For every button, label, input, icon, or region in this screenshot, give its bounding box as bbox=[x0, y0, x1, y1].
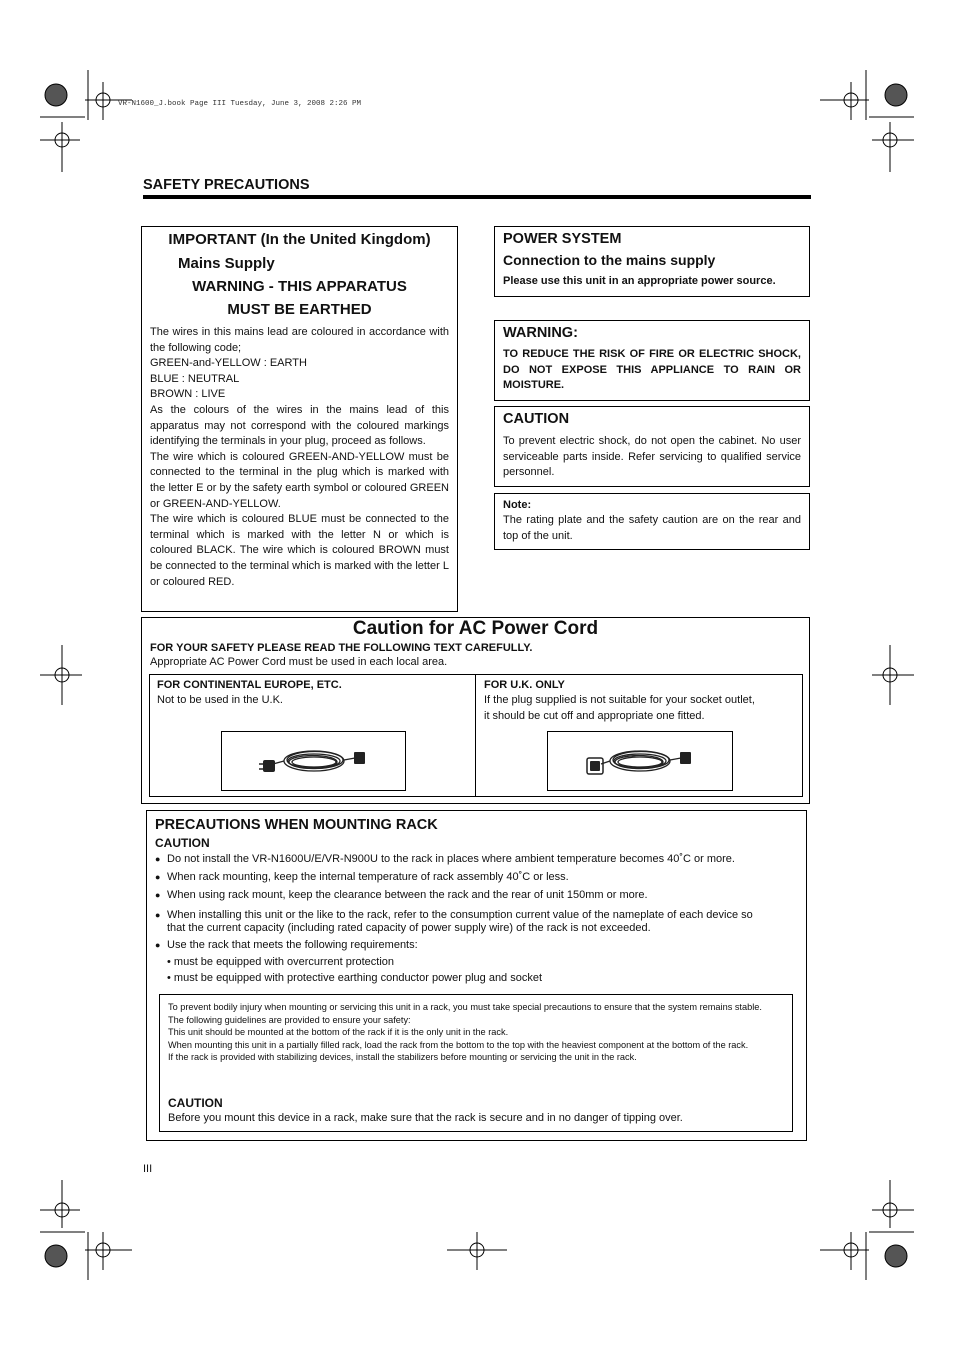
uk-only-text-2: it should be cut off and appropriate one fitted. bbox=[484, 710, 705, 722]
rack-inner-line: This unit should be mounted at the bottom of the rack if it is the only unit in the rack. bbox=[168, 1027, 509, 1037]
rack-bullet: ● When installing this unit or the like to the rack, refer to the consumption current value of the nameplate of each device so that the current capacity (including rated capacity of power supply wire) of the rack is not exceeded. bbox=[155, 909, 753, 934]
caution-box bbox=[494, 406, 810, 487]
caution-text: To prevent electric shock, do not open the cabinet. No user serviceable parts inside. Refer servicing to qualified service personnel. bbox=[503, 435, 801, 479]
uk-plug-icon bbox=[585, 738, 695, 784]
rack-inner-box bbox=[159, 994, 793, 1132]
bullet-dot-icon: ● bbox=[155, 890, 161, 900]
bullet-dot-icon: ● bbox=[155, 940, 161, 950]
power-text: Please use this unit in an appropriate power source. bbox=[503, 275, 776, 287]
warning-box bbox=[494, 320, 810, 401]
europe-plug-image bbox=[221, 731, 406, 791]
rack-inner-line: When mounting this unit in a partially filled rack, load the rack from the bottom to the top with the heaviest component at the bottom of the rack. bbox=[168, 1039, 749, 1050]
note-text: The rating plate and the safety caution are on the rear and top of the unit. bbox=[503, 514, 801, 542]
uk-para-2: As the colours of the wires in the mains lead of this apparatus may not correspond with the coloured markings identifying the terminals in your plug, proceed as follows. bbox=[150, 403, 449, 448]
note-box bbox=[494, 493, 810, 550]
section-rule bbox=[143, 195, 811, 199]
rack-sub-bullet: • must be equipped with overcurrent protection bbox=[167, 956, 395, 968]
bullet-dot-icon: ● bbox=[155, 872, 161, 882]
rack-bullet: ● Use the rack that meets the following requirements: bbox=[155, 939, 418, 951]
power-system-box bbox=[494, 226, 810, 297]
uk-important-box bbox=[141, 226, 458, 612]
rack-inner-line: The following guidelines are provided to ensure your safety: bbox=[168, 1014, 411, 1025]
rack-inner-text bbox=[168, 1001, 782, 1064]
uk-earthed-line: MUST BE EARTHED bbox=[227, 301, 372, 318]
uk-title: IMPORTANT (In the United Kingdom) bbox=[168, 231, 431, 248]
rack-title: PRECAUTIONS WHEN MOUNTING RACK bbox=[155, 817, 438, 833]
ac-cord-title: Caution for AC Power Cord bbox=[352, 618, 599, 639]
section-title: SAFETY PRECAUTIONS bbox=[143, 177, 310, 193]
ac-cord-subtitle: FOR YOUR SAFETY PLEASE READ THE FOLLOWING TEXT CAREFULLY. bbox=[150, 642, 533, 654]
uk-para-3: The wire which is coloured GREEN-AND-YELLOW must be connected to the terminal in the plug which is marked with the letter E or by the safety earth symbol or coloured GREEN or GREEN-AND-YELLOW. bbox=[150, 450, 449, 510]
europe-title: FOR CONTINENTAL EUROPE, ETC. bbox=[157, 679, 342, 691]
uk-body bbox=[150, 325, 449, 590]
rack-bullet: ● When rack mounting, keep the internal temperature of rack assembly 40˚C or less. bbox=[155, 871, 569, 883]
power-title: POWER SYSTEM bbox=[503, 231, 622, 247]
uk-mains-supply: Mains Supply bbox=[178, 255, 275, 272]
rack-sub-bullet: • must be equipped with protective earthing conductor power plug and socket bbox=[167, 972, 543, 984]
ac-cord-box bbox=[141, 617, 810, 804]
uk-only-text-1: If the plug supplied is not suitable for your socket outlet, bbox=[484, 694, 755, 706]
caution-title: CAUTION bbox=[503, 411, 570, 427]
rack-inner-caution-label: CAUTION bbox=[168, 1096, 223, 1110]
rack-inner-line: If the rack is provided with stabilizing devices, install the stabilizers before mounting or servicing the unit in the rack. bbox=[168, 1052, 637, 1062]
uk-code-neutral: BLUE : NEUTRAL bbox=[150, 372, 240, 385]
ac-cord-intro: Appropriate AC Power Cord must be used in each local area. bbox=[150, 656, 448, 668]
rack-bullet: ● When using rack mount, keep the clearance between the rack and the rear of unit 150mm or more. bbox=[155, 889, 648, 901]
uk-code-live: BROWN : LIVE bbox=[150, 388, 226, 401]
europe-text: Not to be used in the U.K. bbox=[157, 694, 283, 706]
rack-bullet: ● Do not install the VR-N1600U/E/VR-N900U to the rack in places where ambient temperature becomes 40˚C or more. bbox=[155, 853, 735, 865]
power-subtitle: Connection to the mains supply bbox=[503, 252, 716, 268]
uk-plug-image bbox=[547, 731, 733, 791]
uk-para-1: The wires in this mains lead are coloured in accordance with the following code; bbox=[150, 326, 449, 354]
warning-title: WARNING: bbox=[503, 325, 578, 341]
note-title: Note: bbox=[503, 499, 532, 511]
europe-plug-icon bbox=[259, 738, 369, 784]
ac-cord-europe-cell bbox=[149, 674, 476, 797]
page-number: III bbox=[143, 1163, 153, 1175]
rack-inner-line: To prevent bodily injury when mounting or servicing this unit in a rack, you must take special precautions to ensure that the system remains stable. bbox=[168, 1002, 762, 1012]
ac-cord-uk-cell bbox=[475, 674, 803, 797]
uk-code-earth: GREEN-and-YELLOW : EARTH bbox=[150, 357, 307, 370]
rack-caution-label: CAUTION bbox=[155, 836, 210, 850]
uk-only-title: FOR U.K. ONLY bbox=[484, 679, 565, 691]
book-header: VR-N1600_J.book Page III Tuesday, June 3, 2008 2:26 PM bbox=[118, 100, 362, 108]
uk-warning-line: WARNING - THIS APPARATUS bbox=[192, 278, 407, 295]
bullet-dot-icon: ● bbox=[155, 910, 161, 920]
rack-box bbox=[146, 810, 807, 1141]
rack-inner-caution-text: Before you mount this device in a rack, make sure that the rack is secure and in no danger of tipping over. bbox=[168, 1112, 683, 1124]
uk-para-4: The wire which is coloured BLUE must be connected to the terminal which is marked with the letter N or which is coloured BLACK. The wire which is coloured BROWN must be connected to the terminal which is marked with the letter L or coloured RED. bbox=[150, 513, 449, 588]
bullet-dot-icon: ● bbox=[155, 854, 161, 864]
warning-text: TO REDUCE THE RISK OF FIRE OR ELECTRIC SHOCK, DO NOT EXPOSE THIS APPLIANCE TO RAIN OR MOISTURE. bbox=[503, 348, 801, 392]
